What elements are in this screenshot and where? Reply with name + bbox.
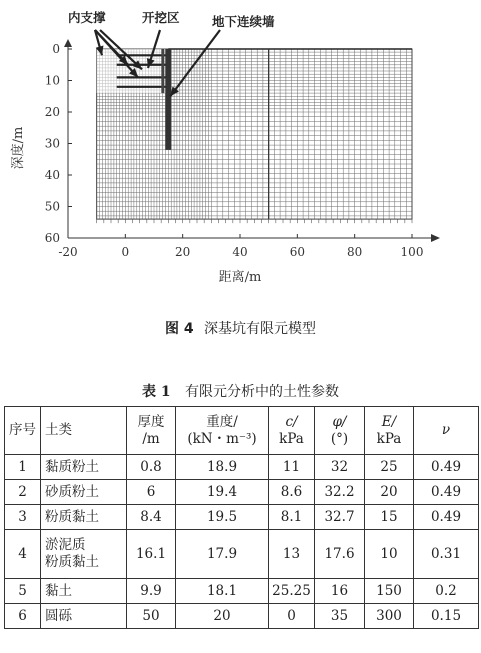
cell-phi: 32 [315, 455, 365, 480]
y-tick-label: 50 [44, 199, 60, 214]
x-tick-label: 80 [347, 245, 363, 259]
callout-arrow [170, 30, 220, 96]
x-axis-label: 距离/m [218, 270, 262, 285]
cell-soil: 圆砾 [41, 604, 127, 629]
cell-thickness: 9.9 [127, 579, 176, 604]
cell-nu: 0.31 [414, 530, 479, 579]
cell-soil: 淤泥质 粉质黏土 [41, 530, 127, 579]
y-tick-label: 40 [44, 168, 60, 182]
cell-thickness: 0.8 [127, 455, 176, 480]
cell-phi: 16 [315, 579, 365, 604]
fe-model-figure [0, 0, 481, 300]
header-phi: φ/ (°) [315, 407, 365, 455]
y-tick-label: 0 [52, 42, 60, 56]
y-tick-label: 60 [44, 231, 60, 245]
cell-c: 25.25 [269, 579, 315, 604]
callout-inner-support: 内支撑 [68, 10, 106, 25]
header-thickness: 厚度 /m [127, 407, 176, 455]
y-axis-arrow [64, 39, 72, 47]
table-caption-text: 有限元分析中的土性参数 [185, 384, 340, 400]
cell-index: 4 [5, 530, 41, 579]
header-index: 序号 [5, 407, 41, 455]
cell-phi: 35 [315, 604, 365, 629]
table-row [5, 480, 479, 505]
cell-nu: 0.49 [414, 505, 479, 530]
cell-index: 6 [5, 604, 41, 629]
figure-caption-number: 图 4 [164, 321, 194, 337]
cell-c: 13 [269, 530, 315, 579]
cell-soil: 粉质黏土 [41, 505, 127, 530]
cell-c: 8.6 [269, 480, 315, 505]
cell-e: 300 [365, 604, 414, 629]
cell-unit-weight: 18.9 [176, 455, 269, 480]
y-tick-label: 20 [44, 105, 60, 119]
figure-caption-text: 深基坑有限元模型 [204, 321, 317, 337]
cell-e: 20 [365, 480, 414, 505]
cell-nu: 0.49 [414, 455, 479, 480]
y-tick-label: 30 [44, 136, 60, 151]
cell-c: 11 [269, 455, 315, 480]
cell-unit-weight: 18.1 [176, 579, 269, 604]
header-unit-weight: 重度/ (kN・m⁻³) [176, 407, 269, 455]
callout-diaphragm-wall: 地下连续墙 [212, 14, 275, 29]
cell-unit-weight: 17.9 [176, 530, 269, 579]
header-c: c/ kPa [269, 407, 315, 455]
y-axis-label: 深度/m [11, 126, 26, 170]
retaining-pile [161, 49, 164, 93]
cell-phi: 32.2 [315, 480, 365, 505]
table-header-row [5, 407, 479, 455]
table-row [5, 579, 479, 604]
cell-index: 5 [5, 579, 41, 604]
callout-excavation-zone: 开挖区 [142, 10, 180, 25]
x-tick-label: 20 [175, 245, 191, 259]
cell-index: 1 [5, 455, 41, 480]
y-tick-label: 10 [44, 73, 60, 88]
cell-c: 8.1 [269, 505, 315, 530]
table-caption-number: 表 1 [141, 384, 171, 400]
cell-thickness: 6 [127, 480, 176, 505]
cell-thickness: 16.1 [127, 530, 176, 579]
cell-phi: 32.7 [315, 505, 365, 530]
cell-unit-weight: 19.5 [176, 505, 269, 530]
cell-soil: 黏土 [41, 579, 127, 604]
table-caption [0, 381, 481, 401]
table-row [5, 604, 479, 629]
table-row [5, 455, 479, 480]
cell-thickness: 50 [127, 604, 176, 629]
cell-nu: 0.15 [414, 604, 479, 629]
x-tick-label: 100 [400, 245, 424, 259]
cell-e: 25 [365, 455, 414, 480]
x-tick-label: 40 [232, 245, 248, 259]
cell-index: 2 [5, 480, 41, 505]
diaphragm-wall [165, 49, 171, 150]
x-tick-label: 0 [121, 245, 130, 259]
cell-phi: 17.6 [315, 530, 365, 579]
cell-index: 3 [5, 505, 41, 530]
table-row [5, 530, 479, 579]
cell-c: 0 [269, 604, 315, 629]
cell-nu: 0.49 [414, 480, 479, 505]
x-tick-label: -20 [58, 245, 78, 259]
cell-unit-weight: 19.4 [176, 480, 269, 505]
header-soil: 土类 [41, 407, 127, 455]
header-nu: ν [414, 407, 479, 455]
cell-nu: 0.2 [414, 579, 479, 604]
x-tick-label: 60 [289, 245, 305, 259]
cell-soil: 砂质粉土 [41, 480, 127, 505]
cell-e: 15 [365, 505, 414, 530]
header-e: E/ kPa [365, 407, 414, 455]
cell-unit-weight: 20 [176, 604, 269, 629]
cell-soil: 黏质粉土 [41, 455, 127, 480]
cell-e: 10 [365, 530, 414, 579]
cell-e: 150 [365, 579, 414, 604]
figure-caption [0, 318, 481, 338]
cell-thickness: 8.4 [127, 505, 176, 530]
x-axis-arrow [431, 234, 440, 242]
table-row [5, 505, 479, 530]
soil-parameters-table [4, 406, 479, 629]
